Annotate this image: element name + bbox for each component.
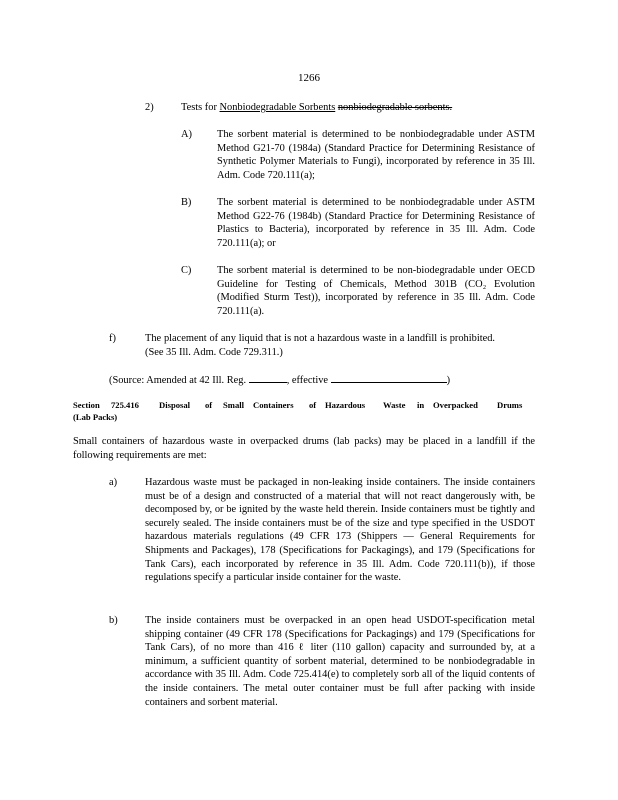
section-heading-line2: (Lab Packs) [73, 412, 118, 422]
source-blank-register [249, 372, 287, 383]
section-heading-word: Drums [497, 400, 523, 410]
page-number: 1266 [298, 72, 320, 84]
item-2-struck-text: nonbiodegradable sorbents. [337, 102, 453, 113]
section-heading-word: Section [73, 400, 100, 410]
section-heading-word: Overpacked [433, 400, 478, 410]
section-heading-number: 725.416 [111, 400, 139, 410]
item-2-label: 2) [145, 102, 154, 113]
subitem-b-label: B) [181, 197, 192, 208]
source-prefix: (Source: Amended at 42 Ill. Reg. [109, 375, 247, 386]
requirement-b-text: The inside containers must be overpacked in an open head USDOT-specification metal shipping container (49 CFR 178 (Specifications for Packagings) and 179 (Specifications for Tank Cars), of no more than 416 ℓ liter (110 gallon) capacity and surrounded by, at a minimum, a sufficient quantity of sorbent material, determined to be nonbiodegradable in accordance with 35 Ill. Adm. Code 725.414(e) to completely sorb all of the liquid contents of the inside containers. The metal outer container must be full after packing with inside containers and sorbent material. [145, 615, 535, 708]
subitem-c-label: C) [181, 265, 192, 276]
source-blank-effective [331, 372, 447, 383]
item-2-inserted-text: Nonbiodegradable Sorbents [219, 102, 336, 113]
subitem-a-text: The sorbent material is determined to be nonbiodegradable under ASTM Method G21-70 (1984a) (Standard Practice for Determining Resistance of Synthetic Polymer Materials to Fungi), incorporated by reference in 35 Ill. Adm. Code 720.111(a); [217, 129, 535, 181]
section-heading-word: in [417, 400, 425, 410]
requirement-a-text: Hazardous waste must be packaged in non-leaking inside containers. The inside containers must be of a design and constructed of a material that will not react dangerously with, be decomposed by, or be ignited by the waste held therein. Inside containers must be tightly and securely sealed. The inside containers must be of the size and type specified in the USDOT hazardous materials regulations (49 CFR 173 (Shippers — General Requirements for Shipments and Packages), 178 (Specifications for Packagings), and 179 (Specifications for Tank Cars), each incorporated by reference in 35 Ill. Adm. Code 720.111(b)), if those regulations specify a particular inside container for the waste. [145, 477, 535, 584]
section-heading-word: of [205, 400, 213, 410]
item-f-label: f) [109, 333, 116, 344]
item-2-prefix: Tests for [181, 102, 220, 113]
section-heading-word: Hazardous [325, 400, 366, 410]
requirement-b-label: b) [109, 615, 118, 626]
section-heading-word: Small [223, 400, 245, 410]
section-heading-word: Containers [253, 400, 294, 410]
section-heading-word: of [309, 400, 317, 410]
source-note [109, 372, 450, 388]
subitem-b-text: The sorbent material is determined to be nonbiodegradable under ASTM Method G22-76 (1984b) (Standard Practice for Determining Resistance of Plastics to Bacteria), incorporated by reference in 35 Ill. Adm. Code 720.111(a); or [217, 197, 535, 249]
section-heading-word: Disposal [159, 400, 191, 410]
section-heading-word: Waste [383, 400, 406, 410]
requirement-a-label: a) [109, 477, 118, 488]
source-middle: , effective [286, 375, 329, 386]
subitem-c-text: The sorbent material is determined to be non-biodegradable under OECD Guideline for Testing of Chemicals, Method 301B (CO₂ Evolution (Modified Sturm Test)), incorporated by reference in 35 Ill. Adm. Code 720.111(a). [217, 265, 535, 317]
subitem-a-label: A) [181, 129, 192, 140]
intro-paragraph: Small containers of hazardous waste in overpacked drums (lab packs) may be placed in a landfill if the following requirements are met: [73, 436, 535, 461]
source-suffix: ) [446, 375, 451, 386]
section-heading [73, 400, 543, 426]
item-f-text: The placement of any liquid that is not a hazardous waste in a landfill is prohibited. (See 35 Ill. Adm. Code 729.311.) [145, 333, 495, 358]
item-2-text [181, 101, 501, 115]
